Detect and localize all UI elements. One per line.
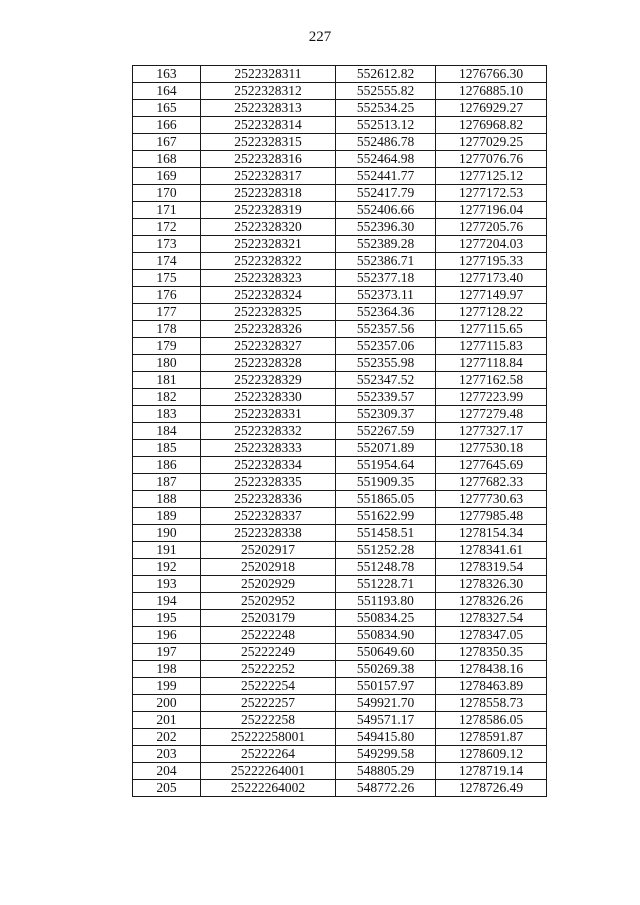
x-coordinate-cell: 549921.70 — [336, 695, 436, 712]
point-id-cell: 2522328338 — [201, 525, 336, 542]
x-coordinate-cell: 552357.56 — [336, 321, 436, 338]
table-row — [133, 253, 547, 270]
point-id-cell: 25222248 — [201, 627, 336, 644]
table-row — [133, 338, 547, 355]
table-row — [133, 270, 547, 287]
y-coordinate-cell: 1277149.97 — [436, 287, 547, 304]
y-coordinate-cell: 1278326.26 — [436, 593, 547, 610]
point-number-cell: 173 — [133, 236, 201, 253]
point-number-cell: 177 — [133, 304, 201, 321]
table-row — [133, 729, 547, 746]
table-row — [133, 559, 547, 576]
x-coordinate-cell: 552357.06 — [336, 338, 436, 355]
point-number-cell: 167 — [133, 134, 201, 151]
point-number-cell: 183 — [133, 406, 201, 423]
y-coordinate-cell: 1277118.84 — [436, 355, 547, 372]
x-coordinate-cell: 548805.29 — [336, 763, 436, 780]
point-number-cell: 168 — [133, 151, 201, 168]
x-coordinate-cell: 551954.64 — [336, 457, 436, 474]
x-coordinate-cell: 550269.38 — [336, 661, 436, 678]
table-row — [133, 185, 547, 202]
x-coordinate-cell: 551622.99 — [336, 508, 436, 525]
table-row — [133, 491, 547, 508]
point-id-cell: 2522328317 — [201, 168, 336, 185]
x-coordinate-cell: 552534.25 — [336, 100, 436, 117]
point-number-cell: 171 — [133, 202, 201, 219]
y-coordinate-cell: 1277530.18 — [436, 440, 547, 457]
table-row — [133, 525, 547, 542]
table-row — [133, 287, 547, 304]
point-id-cell: 2522328313 — [201, 100, 336, 117]
y-coordinate-cell: 1277195.33 — [436, 253, 547, 270]
point-number-cell: 178 — [133, 321, 201, 338]
x-coordinate-cell: 552486.78 — [336, 134, 436, 151]
point-id-cell: 2522328330 — [201, 389, 336, 406]
point-id-cell: 2522328328 — [201, 355, 336, 372]
point-id-cell: 2522328322 — [201, 253, 336, 270]
table-row — [133, 66, 547, 83]
point-number-cell: 164 — [133, 83, 201, 100]
table-row — [133, 168, 547, 185]
y-coordinate-cell: 1277279.48 — [436, 406, 547, 423]
table-row — [133, 661, 547, 678]
y-coordinate-cell: 1276968.82 — [436, 117, 547, 134]
point-id-cell: 2522328324 — [201, 287, 336, 304]
x-coordinate-cell: 552555.82 — [336, 83, 436, 100]
y-coordinate-cell: 1277115.65 — [436, 321, 547, 338]
x-coordinate-cell: 551458.51 — [336, 525, 436, 542]
x-coordinate-cell: 552441.77 — [336, 168, 436, 185]
y-coordinate-cell: 1278726.49 — [436, 780, 547, 797]
point-number-cell: 193 — [133, 576, 201, 593]
point-id-cell: 2522328311 — [201, 66, 336, 83]
point-id-cell: 2522328316 — [201, 151, 336, 168]
table-row — [133, 593, 547, 610]
y-coordinate-cell: 1278586.05 — [436, 712, 547, 729]
point-number-cell: 202 — [133, 729, 201, 746]
table-row — [133, 100, 547, 117]
point-id-cell: 2522328332 — [201, 423, 336, 440]
point-number-cell: 166 — [133, 117, 201, 134]
table-row — [133, 151, 547, 168]
y-coordinate-cell: 1277125.12 — [436, 168, 547, 185]
point-id-cell: 2522328326 — [201, 321, 336, 338]
point-number-cell: 205 — [133, 780, 201, 797]
y-coordinate-cell: 1278347.05 — [436, 627, 547, 644]
point-number-cell: 203 — [133, 746, 201, 763]
point-id-cell: 2522328319 — [201, 202, 336, 219]
point-number-cell: 174 — [133, 253, 201, 270]
table-row — [133, 610, 547, 627]
point-id-cell: 2522328327 — [201, 338, 336, 355]
y-coordinate-cell: 1277327.17 — [436, 423, 547, 440]
y-coordinate-cell: 1277172.53 — [436, 185, 547, 202]
x-coordinate-cell: 552339.57 — [336, 389, 436, 406]
x-coordinate-cell: 552377.18 — [336, 270, 436, 287]
table-row — [133, 457, 547, 474]
point-id-cell: 2522328329 — [201, 372, 336, 389]
y-coordinate-cell: 1277730.63 — [436, 491, 547, 508]
point-id-cell: 2522328335 — [201, 474, 336, 491]
point-id-cell: 25202952 — [201, 593, 336, 610]
y-coordinate-cell: 1276929.27 — [436, 100, 547, 117]
point-id-cell: 25222264 — [201, 746, 336, 763]
y-coordinate-cell: 1278609.12 — [436, 746, 547, 763]
y-coordinate-cell: 1277115.83 — [436, 338, 547, 355]
table-row — [133, 508, 547, 525]
x-coordinate-cell: 552406.66 — [336, 202, 436, 219]
point-id-cell: 25202929 — [201, 576, 336, 593]
x-coordinate-cell: 551193.80 — [336, 593, 436, 610]
point-id-cell: 2522328312 — [201, 83, 336, 100]
table-row — [133, 712, 547, 729]
point-number-cell: 185 — [133, 440, 201, 457]
y-coordinate-cell: 1278438.16 — [436, 661, 547, 678]
table-row — [133, 576, 547, 593]
y-coordinate-cell: 1277162.58 — [436, 372, 547, 389]
table-body — [133, 66, 547, 797]
y-coordinate-cell: 1278591.87 — [436, 729, 547, 746]
point-number-cell: 180 — [133, 355, 201, 372]
point-number-cell: 165 — [133, 100, 201, 117]
y-coordinate-cell: 1277196.04 — [436, 202, 547, 219]
table-row — [133, 219, 547, 236]
x-coordinate-cell: 552347.52 — [336, 372, 436, 389]
table-row — [133, 134, 547, 151]
point-id-cell: 2522328321 — [201, 236, 336, 253]
table-row — [133, 763, 547, 780]
x-coordinate-cell: 552355.98 — [336, 355, 436, 372]
x-coordinate-cell: 550157.97 — [336, 678, 436, 695]
y-coordinate-cell: 1277173.40 — [436, 270, 547, 287]
point-id-cell: 2522328333 — [201, 440, 336, 457]
point-id-cell: 25202917 — [201, 542, 336, 559]
table-row — [133, 695, 547, 712]
y-coordinate-cell: 1278558.73 — [436, 695, 547, 712]
x-coordinate-cell: 552364.36 — [336, 304, 436, 321]
table-row — [133, 372, 547, 389]
point-id-cell: 25222258001 — [201, 729, 336, 746]
point-number-cell: 186 — [133, 457, 201, 474]
y-coordinate-cell: 1278350.35 — [436, 644, 547, 661]
y-coordinate-cell: 1277128.22 — [436, 304, 547, 321]
point-id-cell: 25222254 — [201, 678, 336, 695]
point-id-cell: 2522328334 — [201, 457, 336, 474]
point-number-cell: 190 — [133, 525, 201, 542]
point-number-cell: 191 — [133, 542, 201, 559]
point-id-cell: 25222264001 — [201, 763, 336, 780]
x-coordinate-cell: 552612.82 — [336, 66, 436, 83]
point-number-cell: 201 — [133, 712, 201, 729]
y-coordinate-cell: 1278719.14 — [436, 763, 547, 780]
table-row — [133, 236, 547, 253]
point-number-cell: 179 — [133, 338, 201, 355]
table-row — [133, 83, 547, 100]
y-coordinate-cell: 1278327.54 — [436, 610, 547, 627]
point-number-cell: 176 — [133, 287, 201, 304]
x-coordinate-cell: 552464.98 — [336, 151, 436, 168]
table-row — [133, 474, 547, 491]
y-coordinate-cell: 1278326.30 — [436, 576, 547, 593]
table-row — [133, 355, 547, 372]
point-number-cell: 195 — [133, 610, 201, 627]
table-row — [133, 746, 547, 763]
y-coordinate-cell: 1276885.10 — [436, 83, 547, 100]
table-row — [133, 406, 547, 423]
x-coordinate-cell: 552267.59 — [336, 423, 436, 440]
point-number-cell: 163 — [133, 66, 201, 83]
point-id-cell: 2522328323 — [201, 270, 336, 287]
page-number: 227 — [308, 29, 332, 45]
x-coordinate-cell: 552071.89 — [336, 440, 436, 457]
point-number-cell: 172 — [133, 219, 201, 236]
x-coordinate-cell: 548772.26 — [336, 780, 436, 797]
x-coordinate-cell: 549299.58 — [336, 746, 436, 763]
x-coordinate-cell: 550834.25 — [336, 610, 436, 627]
point-id-cell: 25222249 — [201, 644, 336, 661]
point-number-cell: 196 — [133, 627, 201, 644]
point-number-cell: 184 — [133, 423, 201, 440]
y-coordinate-cell: 1276766.30 — [436, 66, 547, 83]
x-coordinate-cell: 552389.28 — [336, 236, 436, 253]
point-number-cell: 169 — [133, 168, 201, 185]
table-row — [133, 627, 547, 644]
point-id-cell: 25203179 — [201, 610, 336, 627]
point-number-cell: 175 — [133, 270, 201, 287]
point-number-cell: 204 — [133, 763, 201, 780]
x-coordinate-cell: 551228.71 — [336, 576, 436, 593]
point-id-cell: 2522328325 — [201, 304, 336, 321]
y-coordinate-cell: 1278463.89 — [436, 678, 547, 695]
point-number-cell: 197 — [133, 644, 201, 661]
table-row — [133, 321, 547, 338]
y-coordinate-cell: 1277076.76 — [436, 151, 547, 168]
point-id-cell: 25222258 — [201, 712, 336, 729]
point-number-cell: 194 — [133, 593, 201, 610]
x-coordinate-cell: 552513.12 — [336, 117, 436, 134]
point-number-cell: 187 — [133, 474, 201, 491]
y-coordinate-cell: 1277204.03 — [436, 236, 547, 253]
point-number-cell: 181 — [133, 372, 201, 389]
y-coordinate-cell: 1277985.48 — [436, 508, 547, 525]
point-id-cell: 2522328336 — [201, 491, 336, 508]
x-coordinate-cell: 550649.60 — [336, 644, 436, 661]
y-coordinate-cell: 1277205.76 — [436, 219, 547, 236]
table-row — [133, 389, 547, 406]
table-row — [133, 678, 547, 695]
y-coordinate-cell: 1277223.99 — [436, 389, 547, 406]
table-row — [133, 542, 547, 559]
point-id-cell: 2522328337 — [201, 508, 336, 525]
x-coordinate-cell: 551248.78 — [336, 559, 436, 576]
x-coordinate-cell: 551865.05 — [336, 491, 436, 508]
point-id-cell: 2522328320 — [201, 219, 336, 236]
point-number-cell: 182 — [133, 389, 201, 406]
table-row — [133, 202, 547, 219]
y-coordinate-cell: 1277029.25 — [436, 134, 547, 151]
point-number-cell: 170 — [133, 185, 201, 202]
point-number-cell: 198 — [133, 661, 201, 678]
x-coordinate-cell: 552373.11 — [336, 287, 436, 304]
x-coordinate-cell: 549415.80 — [336, 729, 436, 746]
point-number-cell: 188 — [133, 491, 201, 508]
point-id-cell: 2522328318 — [201, 185, 336, 202]
point-number-cell: 199 — [133, 678, 201, 695]
point-id-cell: 2522328314 — [201, 117, 336, 134]
point-id-cell: 25202918 — [201, 559, 336, 576]
point-id-cell: 25222252 — [201, 661, 336, 678]
point-id-cell: 25222264002 — [201, 780, 336, 797]
coordinates-table — [132, 65, 547, 797]
point-number-cell: 192 — [133, 559, 201, 576]
x-coordinate-cell: 552386.71 — [336, 253, 436, 270]
table-row — [133, 440, 547, 457]
x-coordinate-cell: 550834.90 — [336, 627, 436, 644]
point-id-cell: 2522328315 — [201, 134, 336, 151]
table-row — [133, 423, 547, 440]
table-row — [133, 304, 547, 321]
point-id-cell: 25222257 — [201, 695, 336, 712]
table-row — [133, 780, 547, 797]
point-number-cell: 200 — [133, 695, 201, 712]
point-id-cell: 2522328331 — [201, 406, 336, 423]
y-coordinate-cell: 1278319.54 — [436, 559, 547, 576]
x-coordinate-cell: 552417.79 — [336, 185, 436, 202]
x-coordinate-cell: 552396.30 — [336, 219, 436, 236]
y-coordinate-cell: 1278341.61 — [436, 542, 547, 559]
y-coordinate-cell: 1278154.34 — [436, 525, 547, 542]
x-coordinate-cell: 549571.17 — [336, 712, 436, 729]
table-row — [133, 117, 547, 134]
y-coordinate-cell: 1277682.33 — [436, 474, 547, 491]
x-coordinate-cell: 551252.28 — [336, 542, 436, 559]
table-row — [133, 644, 547, 661]
x-coordinate-cell: 551909.35 — [336, 474, 436, 491]
y-coordinate-cell: 1277645.69 — [436, 457, 547, 474]
point-number-cell: 189 — [133, 508, 201, 525]
x-coordinate-cell: 552309.37 — [336, 406, 436, 423]
